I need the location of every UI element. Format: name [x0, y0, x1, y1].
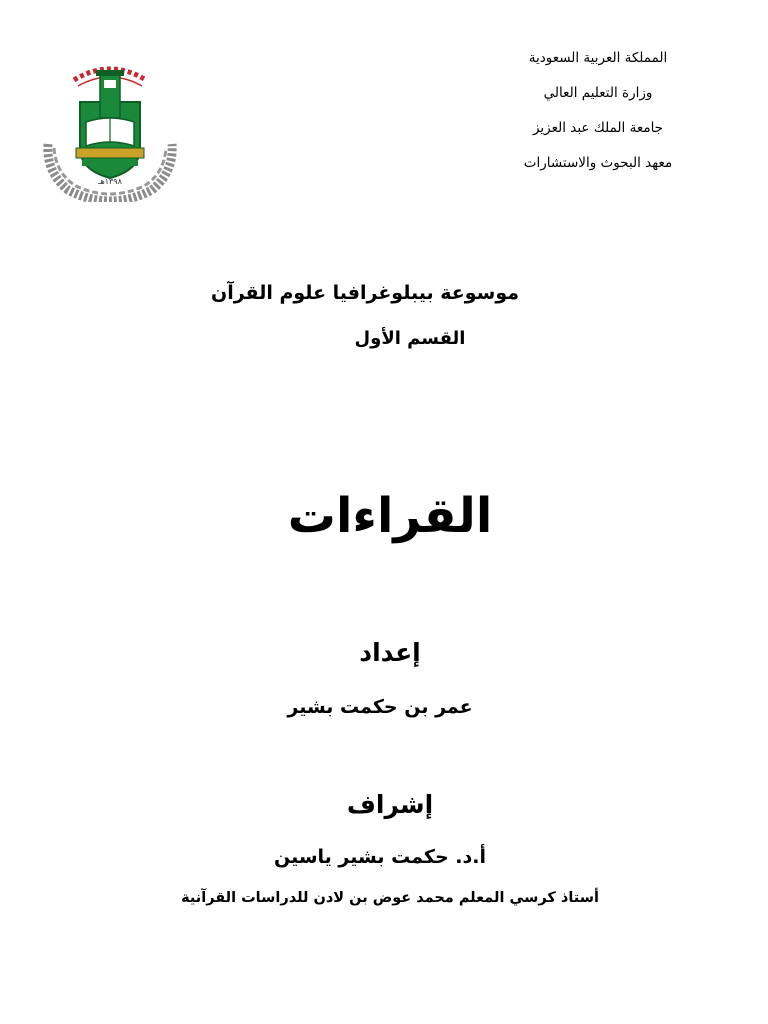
- header-line-institute: معهد البحوث والاستشارات: [523, 155, 673, 171]
- supervision-label: إشراف: [346, 790, 434, 819]
- supervisor-name: أ.د. حكمت بشير ياسين: [274, 846, 486, 868]
- part-label: القسم الأول: [354, 328, 466, 349]
- header-line-country: المملكة العربية السعودية: [528, 50, 668, 66]
- author-name: عمر بن حكمت بشير: [287, 696, 473, 718]
- header-line-ministry: وزارة التعليم العالي: [543, 85, 653, 101]
- supervisor-position: أستاذ كرسي المعلم محمد عوض بن لادن للدراسات القرآنية: [181, 890, 599, 906]
- emblem-year: ١٣٩٨هـ: [98, 177, 122, 186]
- prepared-by-label: إعداد: [359, 638, 421, 667]
- university-emblem-svg: [38, 52, 182, 202]
- encyclopedia-title: موسوعة بيبلوغرافيا علوم القرآن: [210, 282, 520, 304]
- institution-header: [468, 44, 728, 184]
- university-emblem-icon: [38, 52, 182, 202]
- main-title: القراءات: [287, 488, 493, 544]
- header-line-university: جامعة الملك عبد العزيز: [532, 120, 664, 136]
